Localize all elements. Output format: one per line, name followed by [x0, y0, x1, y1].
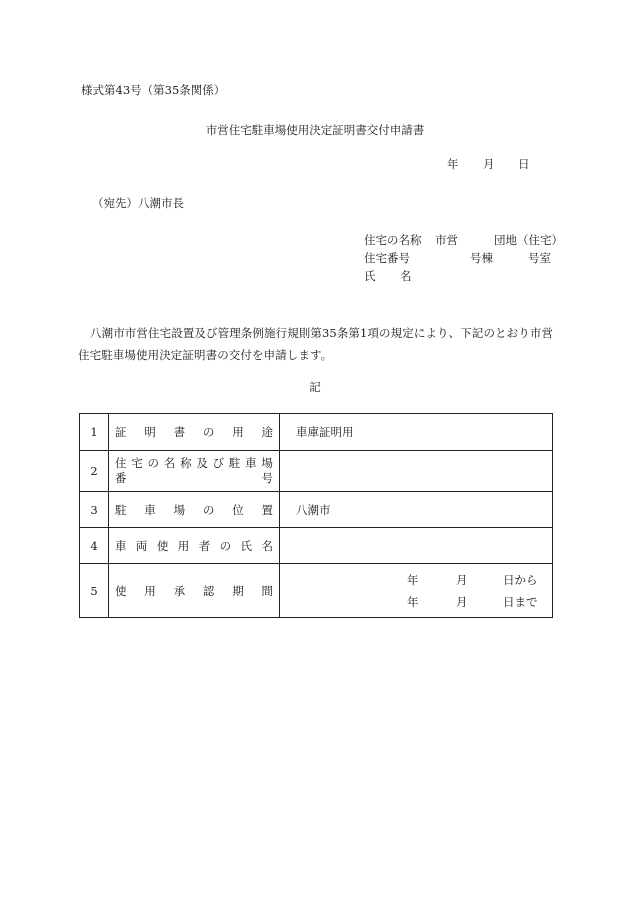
row-value: 車庫証明用	[280, 414, 553, 451]
table-row	[80, 564, 553, 618]
table-row	[80, 451, 553, 492]
body-text: 八潮市市営住宅設置及び管理条例施行規則第35条第1項の規定により、下記のとおり市営住宅駐車場使用決定証明書の交付を申請します。	[78, 326, 554, 362]
ki-heading: 記	[309, 380, 321, 394]
row-number: 3	[80, 492, 109, 528]
housing-name-label: 住宅の名称	[364, 233, 422, 247]
row-label: 証 明 書 の 用 途	[109, 414, 280, 451]
housing-number-label: 住宅番号	[364, 251, 410, 265]
row-number: 2	[80, 451, 109, 492]
row-value	[280, 451, 553, 492]
recipient: （宛先）八潮市長	[92, 196, 184, 210]
room-suffix: 号室	[528, 251, 551, 265]
period-from: 年 月 日から	[407, 572, 538, 587]
form-number: 様式第43号（第35条関係）	[81, 83, 226, 97]
table-row	[80, 492, 553, 528]
housing-prefix: 市営	[435, 233, 458, 247]
table-row	[80, 528, 553, 564]
details-table	[79, 413, 553, 618]
row-number: 4	[80, 528, 109, 564]
row-number: 1	[80, 414, 109, 451]
name-label-char-1: 氏	[364, 269, 376, 283]
date-year: 年	[447, 157, 459, 171]
housing-suffix: 団地（住宅）	[494, 233, 563, 247]
building-suffix: 号棟	[470, 251, 493, 265]
row-label: 車 両 使 用 者 の 氏 名	[109, 528, 280, 564]
usage-period	[280, 564, 553, 618]
row-label: 住 宅 の 名 称 及 び 駐 車 場 番 号	[109, 451, 280, 492]
date-day: 日	[518, 157, 530, 171]
row-label: 駐 車 場 の 位 置	[109, 492, 280, 528]
table-row	[80, 414, 553, 451]
name-label-char-2: 名	[400, 269, 412, 283]
document-title: 市営住宅駐車場使用決定証明書交付申請書	[205, 123, 425, 137]
row-value: 八潮市	[280, 492, 553, 528]
period-to: 年 月 日まで	[407, 594, 538, 609]
row-label: 使 用 承 認 期 間	[109, 564, 280, 618]
row-value	[280, 528, 553, 564]
date-month: 月	[483, 157, 495, 171]
row-number: 5	[80, 564, 109, 618]
